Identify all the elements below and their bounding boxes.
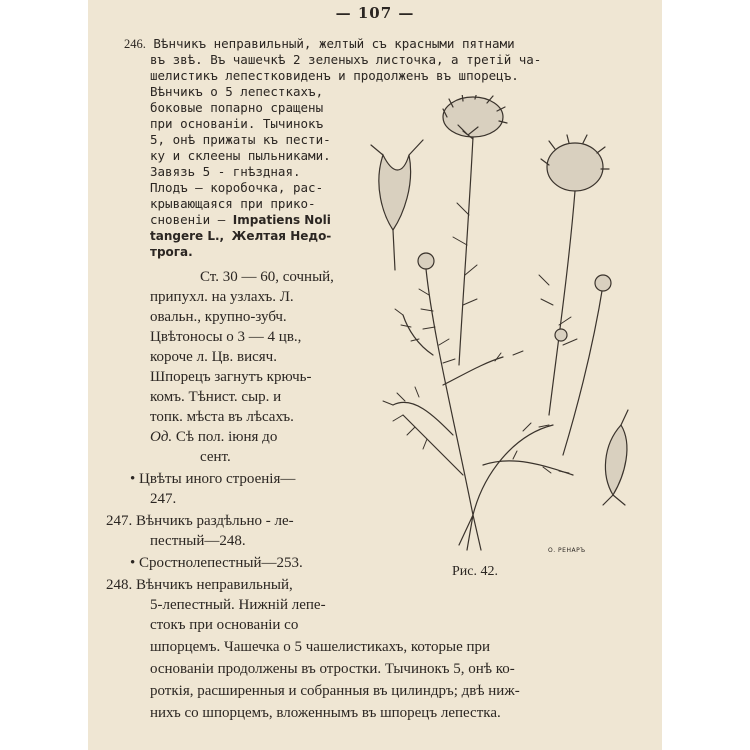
alt-option-target: 247. xyxy=(150,491,177,507)
entry-248-line-5: основаніи продолжены въ отростки. Тычинокъ 5, онѣ ко- xyxy=(150,661,515,677)
entry-246-line-2: въ звѣ. Въ чашечкѣ 2 зеленыхъ листочка, а третій ча- xyxy=(150,52,542,67)
bud-detail-icon xyxy=(603,410,628,505)
detail-line-3: овальн., крупно-зубч. xyxy=(150,309,287,325)
detail-line-6: Шпорецъ загнутъ крючь- xyxy=(150,369,312,385)
book-page xyxy=(88,0,662,750)
entry-246-line-9: Завязь 5 - гнѣздная. xyxy=(150,164,301,179)
entry-246-line-3: шелистикъ лепестковиденъ и продолженъ въ шпорецъ. xyxy=(150,68,519,83)
figure-caption: Рис. 42. xyxy=(452,564,498,579)
detail-line-8: топк. мѣста въ лѣсахъ. xyxy=(150,409,294,425)
entry-248-line-3: стокъ при основаніи со xyxy=(150,617,299,633)
detail-line-10: сент. xyxy=(200,449,231,465)
entry-247-alt: • Сростнолепестный—253. xyxy=(130,555,303,571)
detail-line-9: Од. Сѣ пол. іюня до xyxy=(150,429,278,445)
detail-line-4: Цвѣтоносы о 3 — 4 цв., xyxy=(150,329,302,345)
entry-246-line-14 xyxy=(150,244,193,260)
bud-detail-icon xyxy=(371,140,423,270)
entry-246-line-10: Плодъ — коробочка, рас- xyxy=(150,180,324,195)
detail-line-5: короче л. Цв. висяч. xyxy=(150,349,277,365)
entry-247-line-1: 247. Вѣнчикъ раздѣльно - ле- xyxy=(106,513,294,529)
flower-head-icon xyxy=(541,135,609,191)
page-number: — 107 — xyxy=(335,4,415,22)
entry-246-line-7: 5, онѣ прижаты къ пести- xyxy=(150,132,331,147)
entry-246-line-8: ку и склеены пыльниками. xyxy=(150,148,331,163)
entry-number: 247. xyxy=(106,513,133,529)
illustrator-signature: О. РЕНАРЪ xyxy=(548,547,586,554)
duration-abbrev: Од. xyxy=(150,429,173,445)
entry-246-line-5: боковые попарно сращены xyxy=(150,100,324,115)
flower-head-icon xyxy=(443,95,507,139)
species-russian-name-cont: трога. xyxy=(150,245,193,259)
entry-248-line-4: шпорцемъ. Чашечка о 5 чашелистикахъ, которые при xyxy=(150,639,491,655)
entry-248-line-7: нихъ со шпорцемъ, вложеннымъ въ шпорецъ лепестка. xyxy=(150,705,501,721)
entry-248-line-1: 248. Вѣнчикъ неправильный, xyxy=(106,577,293,593)
species-russian-name: Желтая Недо- xyxy=(231,229,332,243)
entry-number: 248. xyxy=(106,577,133,593)
entry-246-line-6: при основаніи. Тычинокъ xyxy=(150,116,324,131)
entry-248-line-6: роткія, расширенныя и собранныя въ цилиндръ; двѣ ниж- xyxy=(150,683,520,699)
entry-246-line-13 xyxy=(150,228,331,244)
detail-line-7: комъ. Тѣнист. сыр. и xyxy=(150,389,282,405)
entry-247-line-2: пестный—248. xyxy=(150,533,246,549)
species-latin-name: Impatiens Noli xyxy=(232,213,331,227)
detail-line-1: Ст. 30 — 60, сочный, xyxy=(200,269,334,285)
entry-246-line-12: сновеніи — Impatiens Noli xyxy=(150,212,331,227)
entry-248-line-2: 5-лепестный. Нижній лепе- xyxy=(150,597,326,613)
plant-illustration xyxy=(363,95,653,555)
entry-246-line-4: Вѣнчикъ о 5 лепесткахъ, xyxy=(150,84,324,99)
detail-line-2: припухл. на узлахъ. Л. xyxy=(150,289,294,305)
entry-246-line-1: 246. Вѣнчикъ неправильный, желтый съ красными пятнами xyxy=(124,36,515,51)
species-latin-name-cont: tangere L., xyxy=(150,229,225,243)
entry-246-line-11: крывающаяся при прико- xyxy=(150,196,316,211)
alt-option: • Цвѣты иного строенія— xyxy=(130,471,296,487)
entry-number: 246. xyxy=(124,37,146,51)
